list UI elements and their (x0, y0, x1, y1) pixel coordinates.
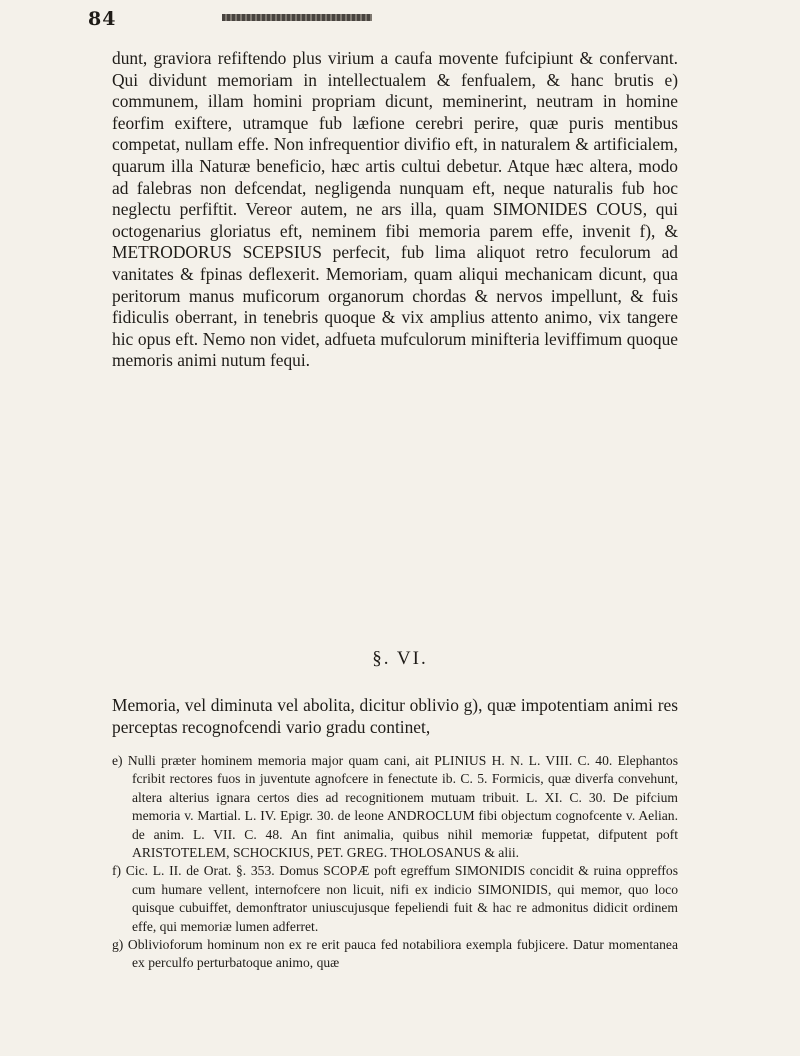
footnote-e: e) Nulli præter hominem memoria major quam cani, ait PLINIUS H. N. L. VIII. C. 40. Elephantos fcribit rectores fuos in juventute agnofcere in fenectute ib. C. 5. Formicis, quæ diverfa convehunt, altera alterius ignara certos dies ad recognitionem mutuam tribuit. L. XI. C. 30. De pifcium memoria v. Martial. L. IV. Epigr. 30. de leone ANDROCLUM fibi objectum cognofcente v. Aelian. de anim. L. VII. C. 48. An fint animalia, quibus nihil memoriæ fuppetat, difputent poft ARISTOTELEM, SCHOCKIUS, PET. GREG. THOLOSANUS & alii. (112, 753, 678, 861)
footnote-f: f) Cic. L. II. de Orat. §. 353. Domus SCOPÆ poft egreffum SIMONIDIS concidit & ruina oppreffos cum humare vellent, internofcere non licuit, nifi ex indicio SIMONIDIS, qui memor, quo loco quisque cubuiffet, demonftrator uniuscujusque fepeliendi fuit & hac re admonitus didicit ordinem effe, qui memoriæ lumen adferret. (112, 863, 678, 934)
main-paragraph (112, 48, 678, 372)
footnotes (112, 752, 678, 973)
paragraph-text: dunt, graviora refiftendo plus virium a caufa movente fufcipiunt & confervant. Qui dividunt memoriam in intellectualem & fenfualem, & hanc brutis e) communem, illam homini propriam dicunt, meminerint, neutram in homine feorfim exiftere, utramque fub læfione cerebri perire, quæ puris mentibus competat, nullam effe. Non infrequentior divifio eft, in naturalem & artificialem, quarum illa Naturæ beneficio, hæc artis cultui debetur. Atque hæc altera, modo ad falebras non defcendat, negligenda nunquam eft, neque naturalis fub hoc neglectu perfiftit. Vereor autem, ne ars illa, quam SIMONIDES COUS, qui octogenarius gloriatus eft, neminem fibi memoria parem effe, invenit f), & METRODORUS SCEPSIUS perfecit, fub lima aliquot retro feculorum ad vanitates & fpinas deflexerit. Memoriam, quam aliqui mechanicam dicunt, qua peritorum manus muficorum organorum chordas & nervos impellunt, & fuis fidiculis oberrant, in tenebris quoque & vix amplius attento animo, vix tangere hic opus eft. Nemo non videt, adfueta mufculorum minifteria leviffimum quoque memoris animi nutum fequi. (112, 48, 678, 371)
footnote-g: g) Oblivioforum hominum non ex re erit pauca fed notabiliora exempla fubjicere. Datur momentanea ex perculfo perturbatoque animo, quæ (112, 937, 678, 971)
section-paragraph-text: Memoria, vel diminuta vel abolita, dicitur oblivio g), quæ impotentiam animi res perceptas recognofcendi vario gradu continet, (112, 695, 678, 737)
section-paragraph (112, 678, 678, 756)
page-number: 84 (88, 8, 117, 30)
section-heading: §. VI. (372, 648, 428, 669)
header-ornament-rule (222, 14, 372, 21)
